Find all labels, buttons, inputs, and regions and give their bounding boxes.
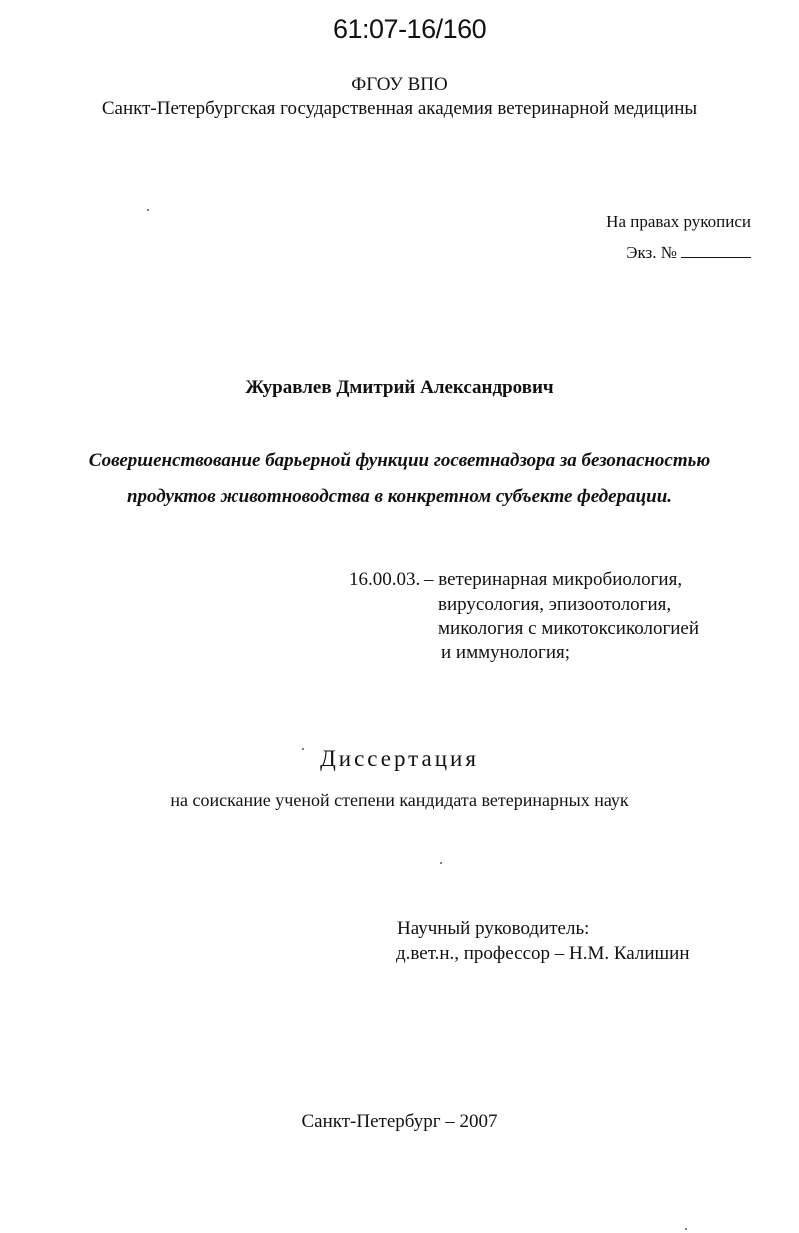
supervisor-name: д.вет.н., профессор – Н.М. Калишин xyxy=(396,943,690,964)
specialty-line-2: вирусология, эпизоотология, xyxy=(438,594,672,615)
organization-short-name: ФГОУ ВПО xyxy=(351,74,448,95)
thesis-title-line-1: Совершенствование барьерной функции госветнадзора за безопасностью xyxy=(88,450,711,471)
specialty-line-1: – ветеринарная микробиология, xyxy=(424,569,683,590)
scan-speck xyxy=(685,1228,687,1230)
copy-number-blank xyxy=(681,243,751,258)
catalog-stamp: 61:07-16/160 xyxy=(333,14,487,44)
author-name: Журавлев Дмитрий Александрович xyxy=(245,377,554,398)
scan-speck xyxy=(302,748,304,750)
manuscript-rights-note: На правах рукописи xyxy=(606,212,751,231)
supervisor-label: Научный руководитель: xyxy=(397,918,590,939)
copy-number-row xyxy=(626,243,751,263)
organization-full-name: Санкт-Петербургская государственная академия ветеринарной медицины xyxy=(101,98,698,119)
dissertation-subtitle: на соискание ученой степени кандидата ветеринарных наук xyxy=(170,790,629,810)
specialty-line-3: микология с микотоксикологией xyxy=(438,618,699,639)
copy-number-label: Экз. № xyxy=(626,243,677,262)
dissertation-heading: Диссертация xyxy=(320,746,479,771)
thesis-title-line-2: продуктов животноводства в конкретном субъекте федерации. xyxy=(126,486,673,507)
scan-speck xyxy=(147,209,149,211)
specialty-code: 16.00.03. xyxy=(349,569,421,590)
specialty-line-4: и иммунология; xyxy=(441,642,571,663)
place-and-year: Санкт-Петербург – 2007 xyxy=(301,1111,498,1132)
scan-speck xyxy=(440,862,442,864)
